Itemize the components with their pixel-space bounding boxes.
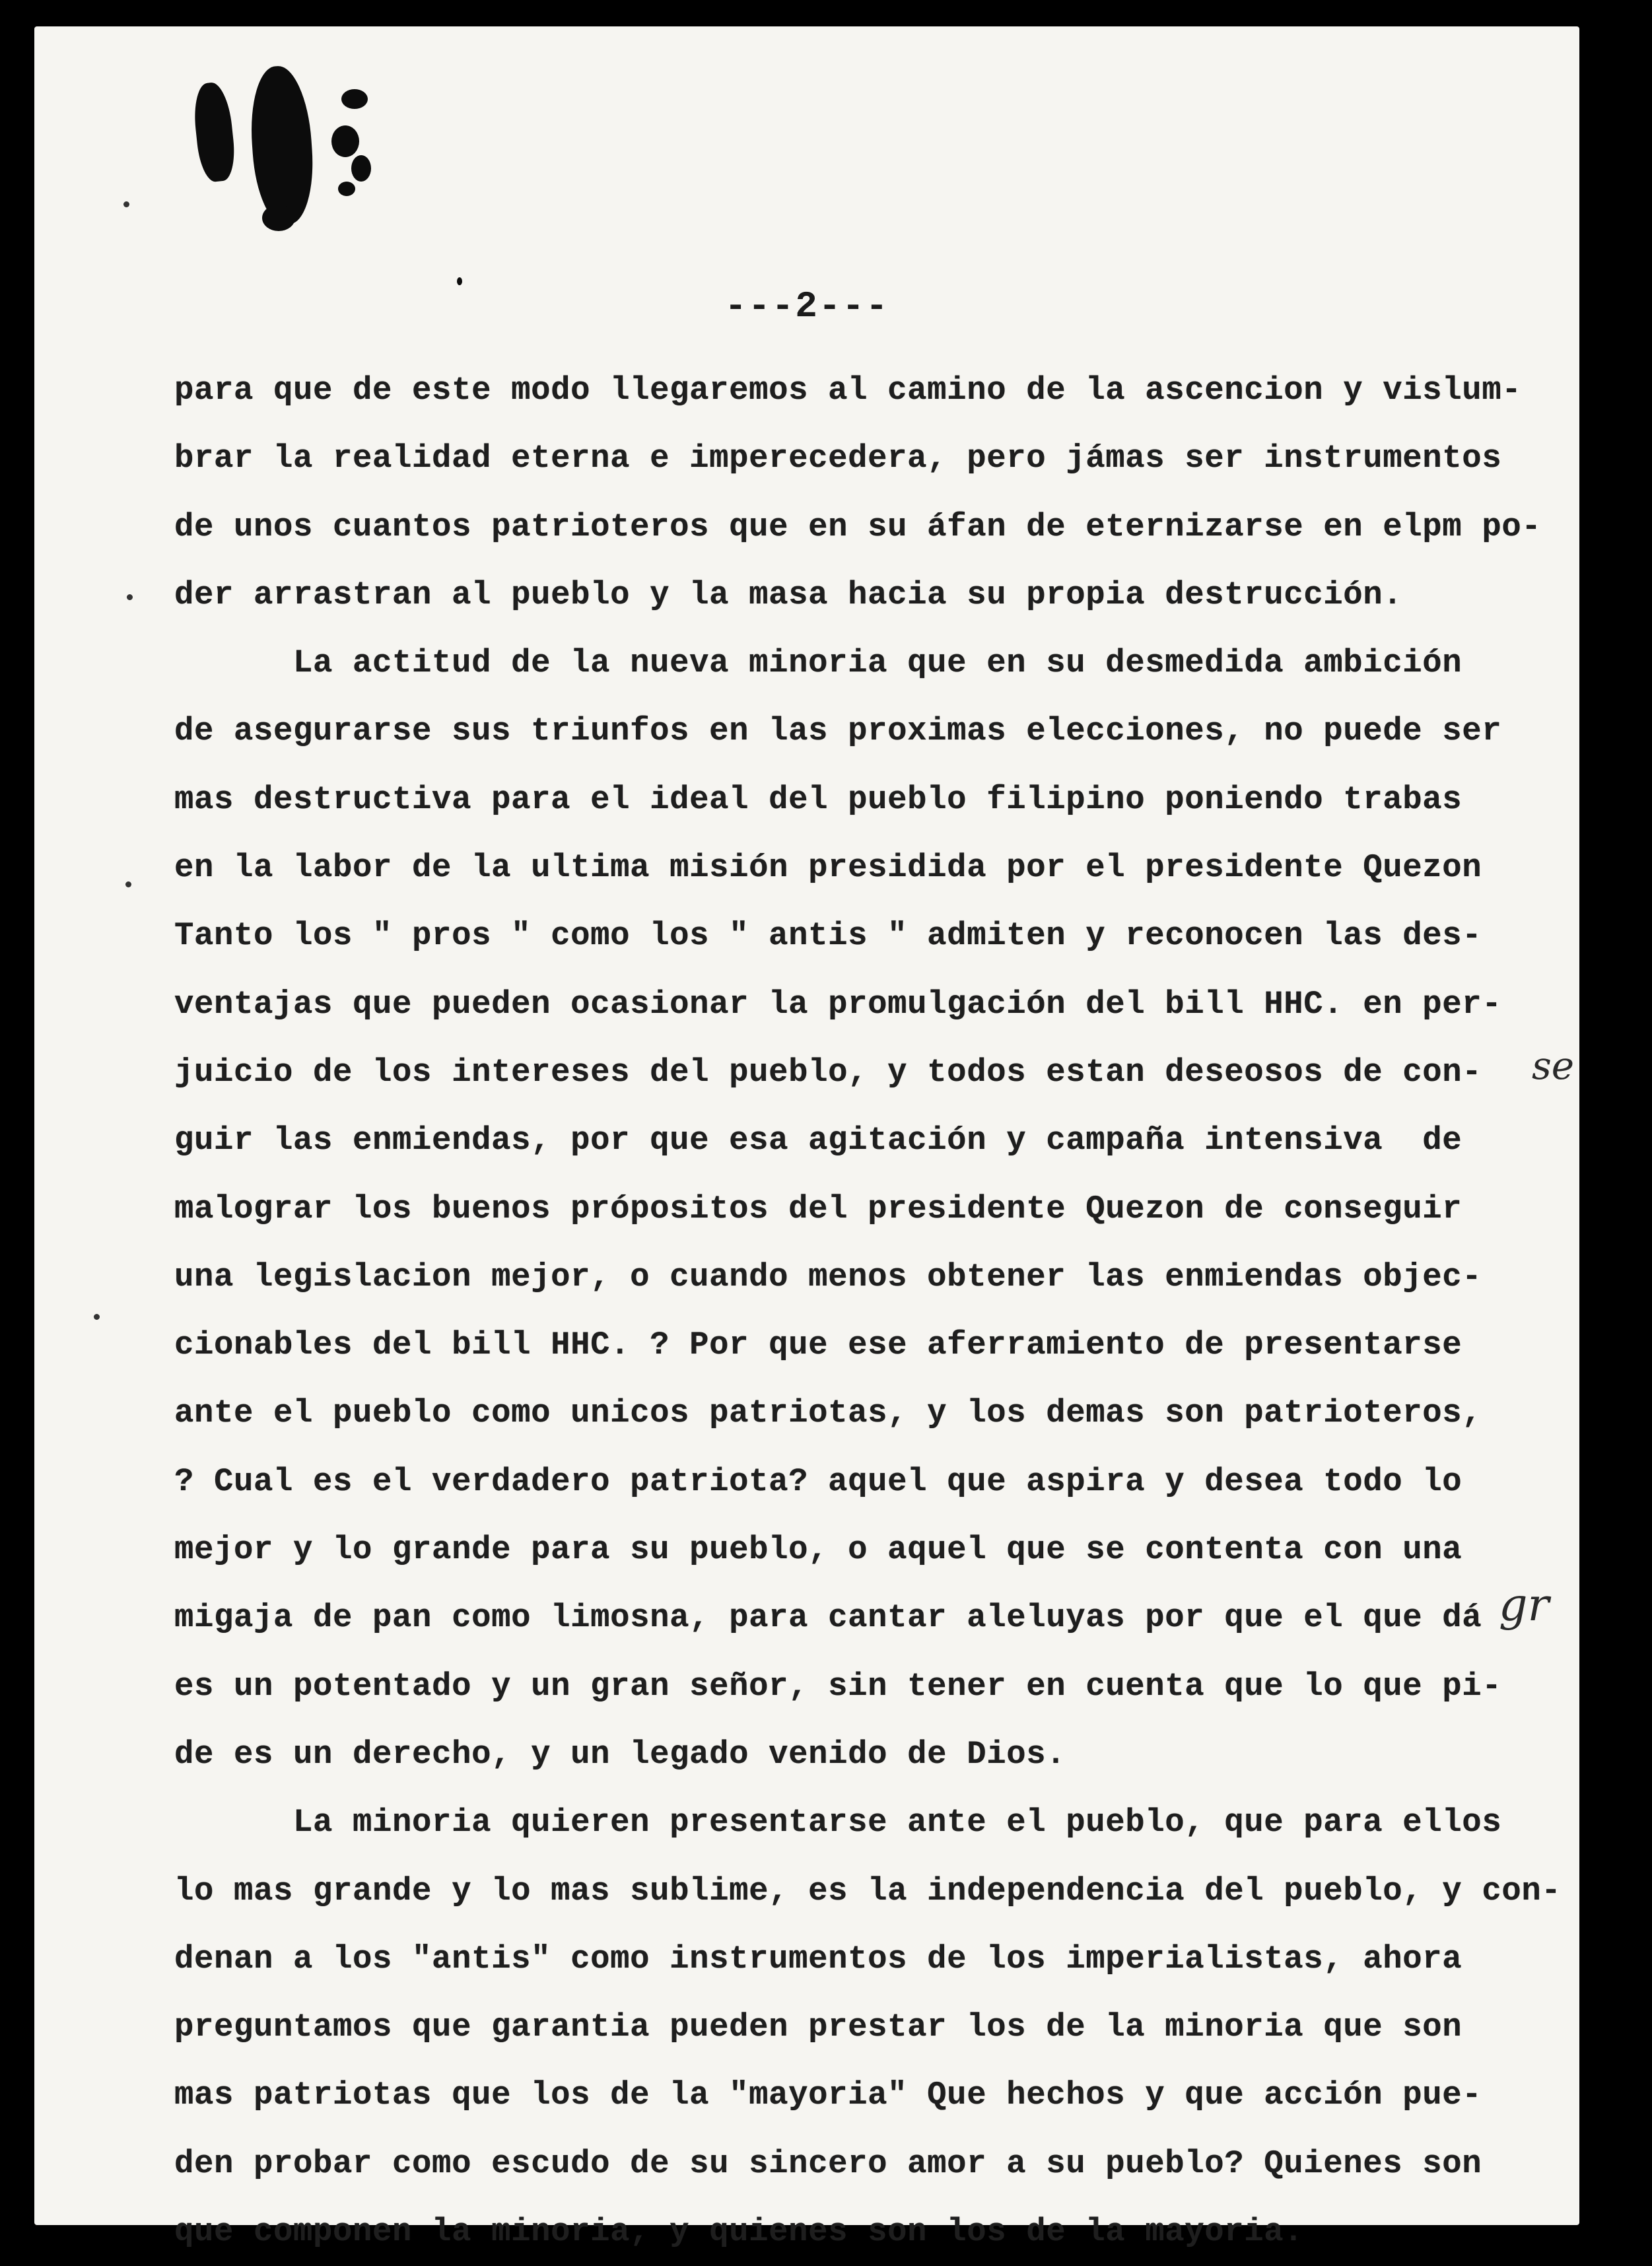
ink-blot [331, 125, 359, 157]
text-line: mejor y lo grande para su pueblo, o aquel que se contenta con una [174, 1531, 1463, 1569]
text-line: mas patriotas que los de la "mayoria" Que hechos y que acción pue- [174, 2077, 1482, 2114]
text-line: migaja de pan como limosna, para cantar aleluyas por que el que dá [174, 1599, 1482, 1637]
text-line: ante el pueblo como unicos patriotas, y los demas son patrioteros, [174, 1394, 1482, 1432]
ink-blot [457, 277, 462, 285]
text-line: brar la realidad eterna e imperecedera, pero jámas ser instrumentos [174, 440, 1502, 477]
text-line: denan a los "antis" como instrumentos de los imperialistas, ahora [174, 1940, 1463, 1977]
text-line: lo mas grande y lo mas sublime, es la independencia del pueblo, y con- [174, 1872, 1562, 1909]
text-line: de unos cuantos patrioteros que en su áfan de eternizarse en elpm po- [174, 508, 1542, 545]
text-line: una legislacion mejor, o cuando menos obtener las enmiendas objec- [174, 1258, 1482, 1295]
text-line: ventajas que pueden ocasionar la promulgación del bill HHC. en per- [174, 985, 1502, 1023]
text-line: den probar como escudo de su sincero amor a su pueblo? Quienes son [174, 2145, 1482, 2182]
document-page [34, 26, 1579, 2251]
text-line: cionables del bill HHC. ? Por que ese aferramiento de presentarse [174, 1326, 1463, 1364]
ink-blot [338, 182, 355, 196]
text-line: juicio de los intereses del pueblo, y todos estan deseosos de con- [174, 1053, 1482, 1091]
document-body [174, 357, 1562, 2266]
margin-annotation: se [1532, 1043, 1575, 1088]
ink-blot [191, 81, 237, 184]
text-line: para que de este modo llegaremos al camino de la ascencion y vislum- [174, 372, 1522, 409]
text-line: preguntamos que garantia pueden prestar los de la minoria que son [174, 2008, 1463, 2046]
text-line: que componen la minoria, y quienes son los de la mayoria. [174, 2213, 1304, 2251]
text-line: der arrastran al pueblo y la masa hacia su propia destrucción. [174, 576, 1403, 613]
text-line: ? Cual es el verdadero patriota? aquel que aspira y desea todo lo [174, 1462, 1463, 1500]
text-line: Tanto los " pros " como los " antis " admiten y reconocen las des- [174, 917, 1482, 955]
ink-blot [262, 205, 295, 231]
speck [94, 1314, 100, 1320]
text-line: malograr los buenos própositos del presidente Quezon de conseguir [174, 1190, 1463, 1227]
text-line: mas destructiva para el ideal del pueblo filipino poniendo trabas [174, 780, 1463, 818]
speck [127, 594, 133, 600]
ink-blot [351, 155, 371, 182]
text-line: guir las enmiendas, por que esa agitación y campaña intensiva de [174, 1122, 1463, 1159]
text-line: en la labor de la ultima misión presidida por el presidente Quezon [174, 849, 1482, 887]
text-line: La actitud de la nueva minoria que en su desmedida ambición [174, 644, 1463, 682]
text-line: es un potentado y un gran señor, sin tener en cuenta que lo que pi- [174, 1667, 1502, 1705]
margin-annotation: gr [1499, 1579, 1550, 1631]
page-number: ---2--- [724, 285, 889, 327]
text-line: de asegurarse sus triunfos en las proximas elecciones, no puede ser [174, 712, 1502, 750]
speck [125, 881, 131, 887]
ink-blot [341, 89, 368, 109]
speck [123, 201, 129, 207]
text-line: La minoria quieren presentarse ante el pueblo, que para ellos [174, 1804, 1502, 1841]
text-line: de es un derecho, y un legado venido de Dios. [174, 1735, 1066, 1773]
ink-blot [247, 64, 318, 226]
